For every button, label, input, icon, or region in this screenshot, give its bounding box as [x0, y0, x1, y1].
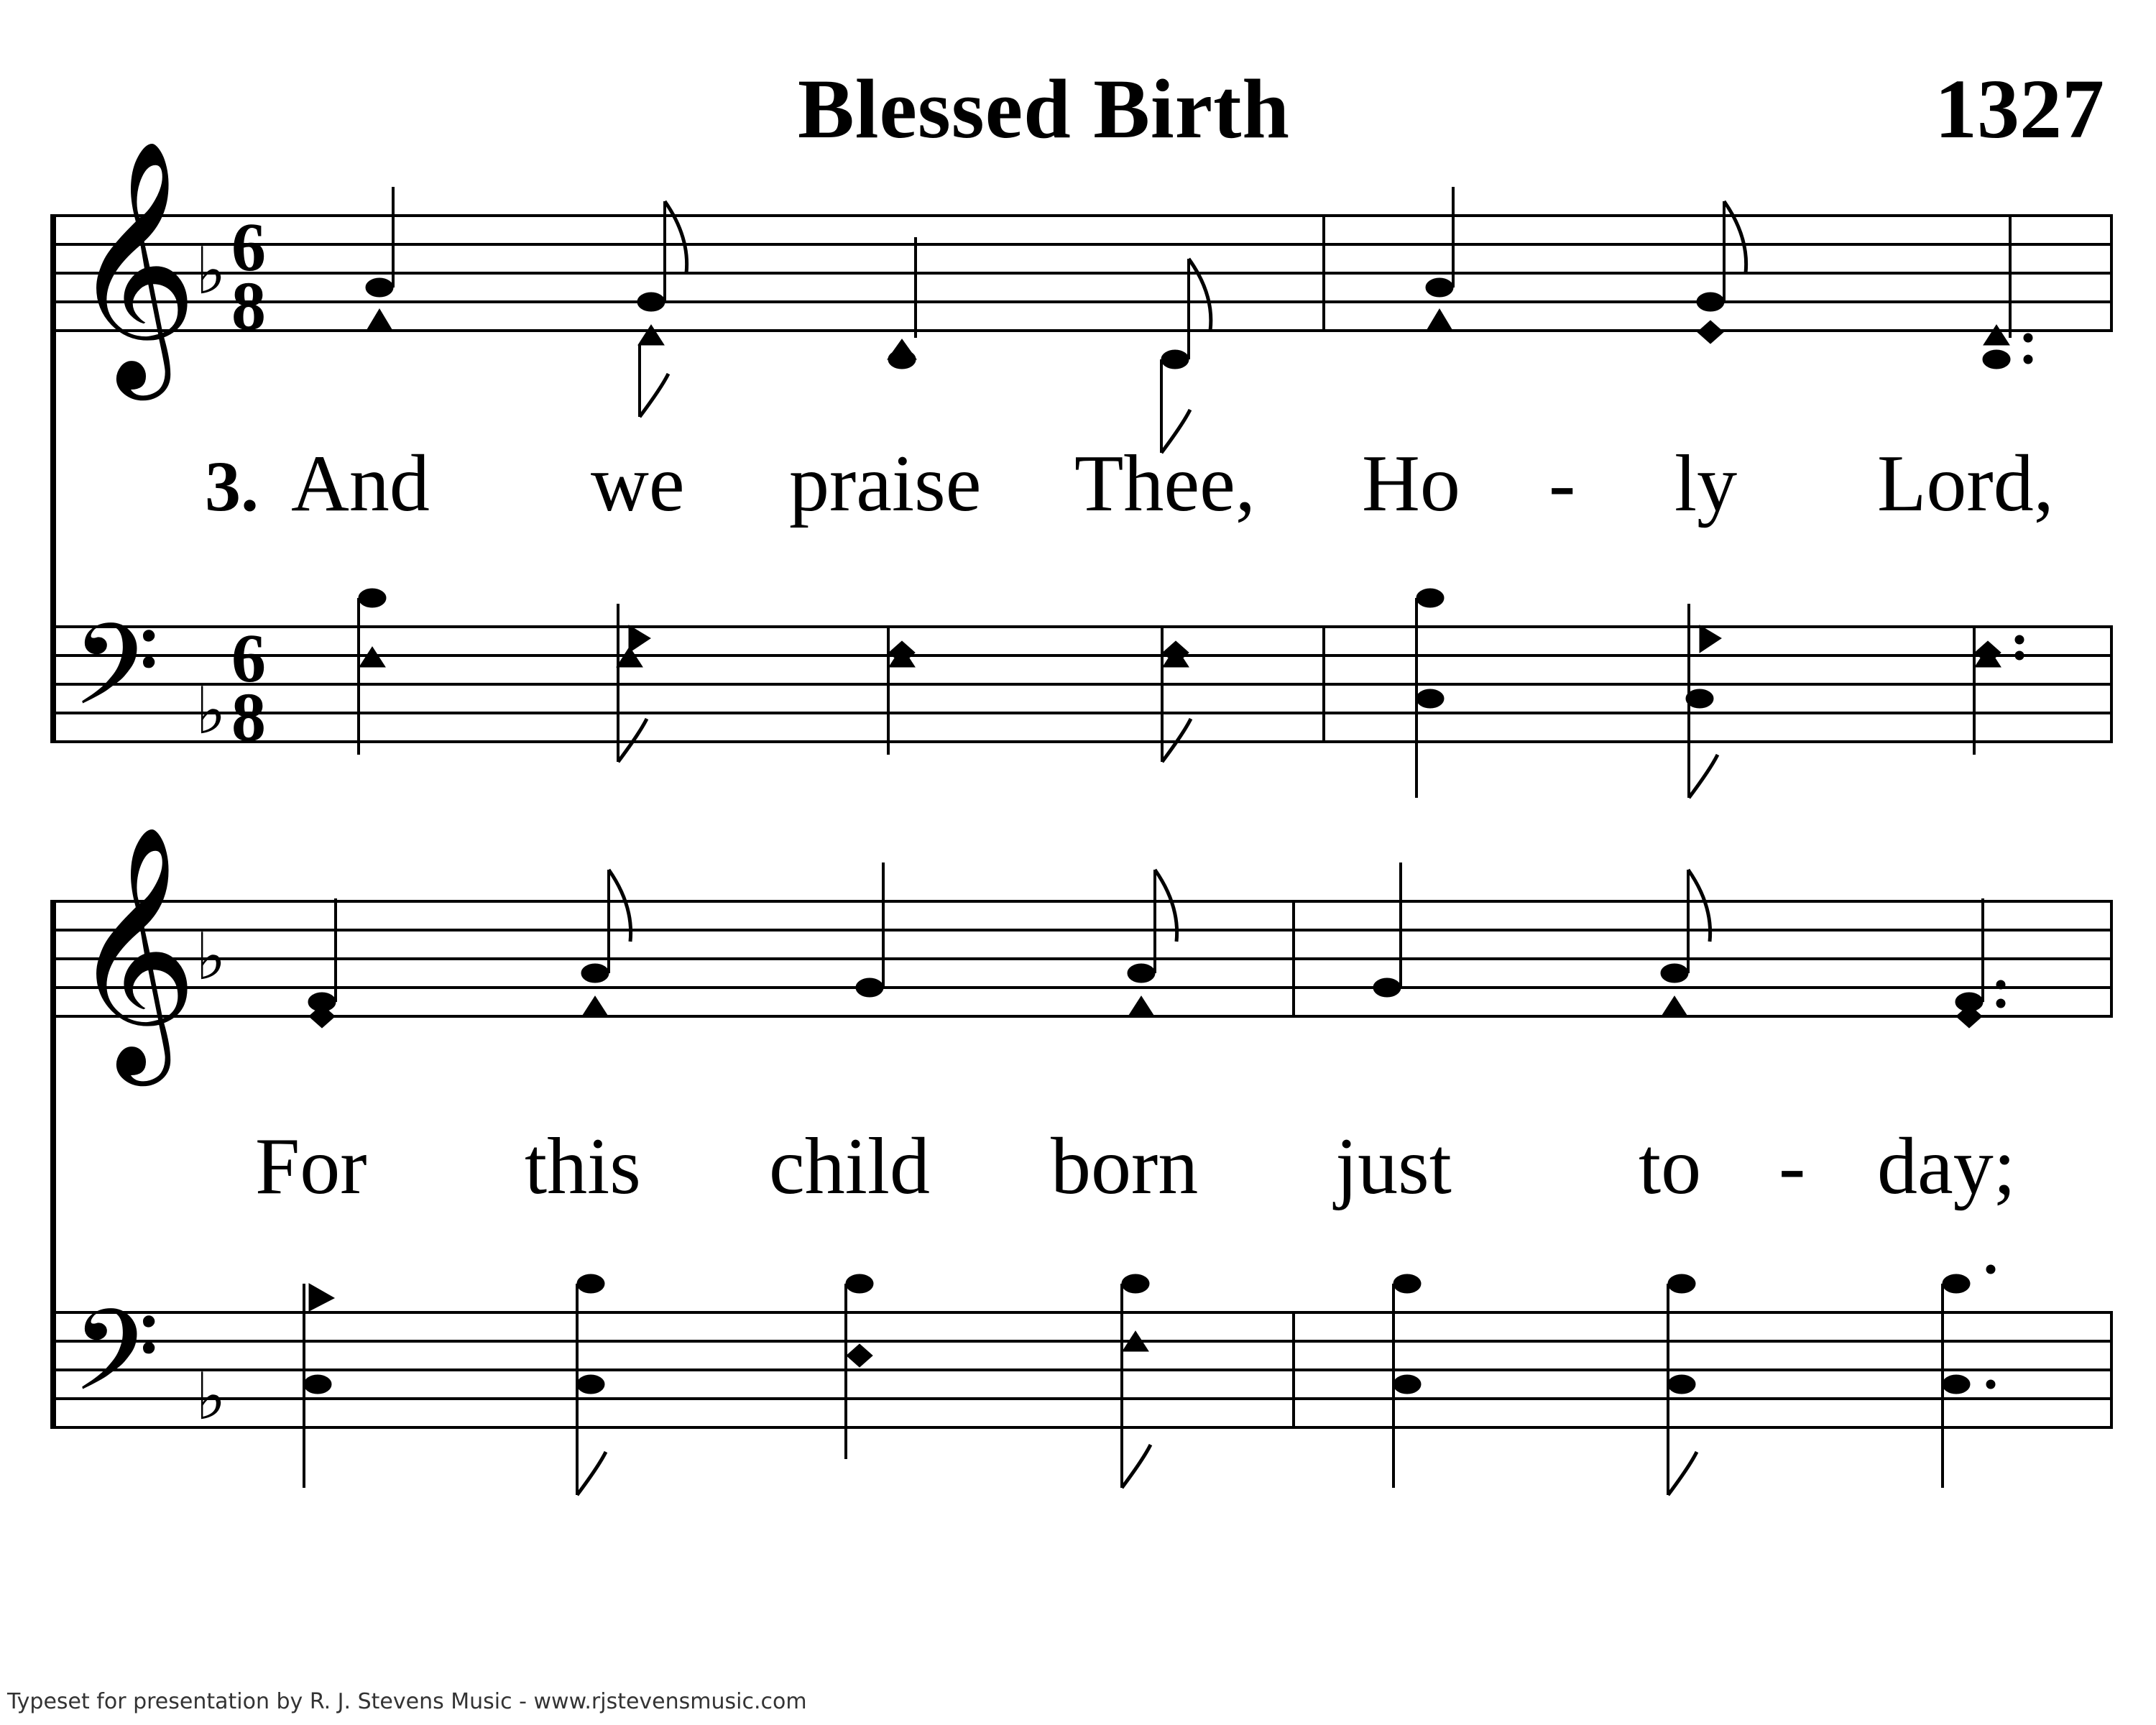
lyric-syllable: praise [789, 439, 982, 528]
flat-icon: ♭ [195, 1359, 226, 1435]
system-1 [50, 138, 2113, 798]
lyric-syllable: born [1051, 1122, 1199, 1211]
lyric-syllable: just [1335, 1122, 1452, 1211]
note [1983, 350, 2010, 369]
bass-staff-2 [50, 1312, 2113, 1427]
note [366, 278, 393, 297]
treble-staff-1 [50, 216, 2113, 331]
note [1426, 278, 1453, 297]
bass-clef-icon: 𝄢 [72, 599, 160, 758]
note [1697, 293, 1724, 311]
hymn-number: 1327 [1935, 62, 2104, 156]
lyric-syllable: to [1639, 1122, 1702, 1211]
note [1697, 321, 1723, 344]
hymn-title: Blessed Birth [798, 62, 1290, 156]
treble-clef-icon: 𝄞 [70, 138, 198, 389]
time-signature-bottom: 8 [231, 267, 266, 344]
lyrics-line-1 [291, 439, 2054, 528]
note [1427, 309, 1452, 331]
time-signature-top: 6 [231, 208, 266, 285]
bass-notes-2 [304, 1265, 1995, 1495]
verse-number: 3. [205, 446, 259, 526]
lyric-syllable: Thee, [1074, 439, 1256, 528]
lyric-syllable: child [769, 1122, 930, 1211]
bass-clef-icon: 𝄢 [72, 1285, 160, 1444]
lyric-syllable: ly [1674, 439, 1738, 528]
lyric-syllable: we [591, 439, 685, 528]
lyric-syllable: And [291, 439, 430, 528]
treble-notes-2 [308, 862, 2005, 1028]
lyrics-line-2 [255, 1122, 2016, 1211]
note [888, 350, 916, 369]
note [367, 309, 392, 331]
bass-notes-1 [359, 589, 2024, 798]
treble-clef-icon: 𝄞 [70, 824, 198, 1075]
lyric-syllable: For [255, 1122, 367, 1211]
typesetter-credit: Typeset for presentation by R. J. Stevens Music - www.rjstevensmusic.com [7, 1689, 807, 1714]
treble-staff-2 [50, 901, 2113, 1016]
flat-icon: ♭ [195, 919, 226, 995]
treble-notes-1 [366, 187, 2032, 453]
lyric-syllable: day; [1877, 1122, 2016, 1211]
lyric-syllable: this [525, 1122, 641, 1211]
lyric-hyphen: - [1779, 1122, 1806, 1211]
flat-icon: ♭ [195, 673, 226, 749]
note [637, 293, 665, 311]
system-bracket-1 [50, 216, 56, 742]
note [1161, 350, 1189, 369]
note [1984, 325, 2009, 345]
note [638, 325, 664, 345]
lyric-syllable: Ho [1362, 439, 1460, 528]
lyric-syllable: Lord, [1877, 439, 2054, 528]
time-signature-top: 6 [231, 620, 266, 696]
flat-icon: ♭ [195, 234, 226, 309]
system-2 [50, 824, 2113, 1495]
system-bracket-2 [50, 901, 56, 1427]
lyric-hyphen: - [1549, 439, 1576, 528]
time-signature-bottom: 8 [231, 678, 266, 755]
